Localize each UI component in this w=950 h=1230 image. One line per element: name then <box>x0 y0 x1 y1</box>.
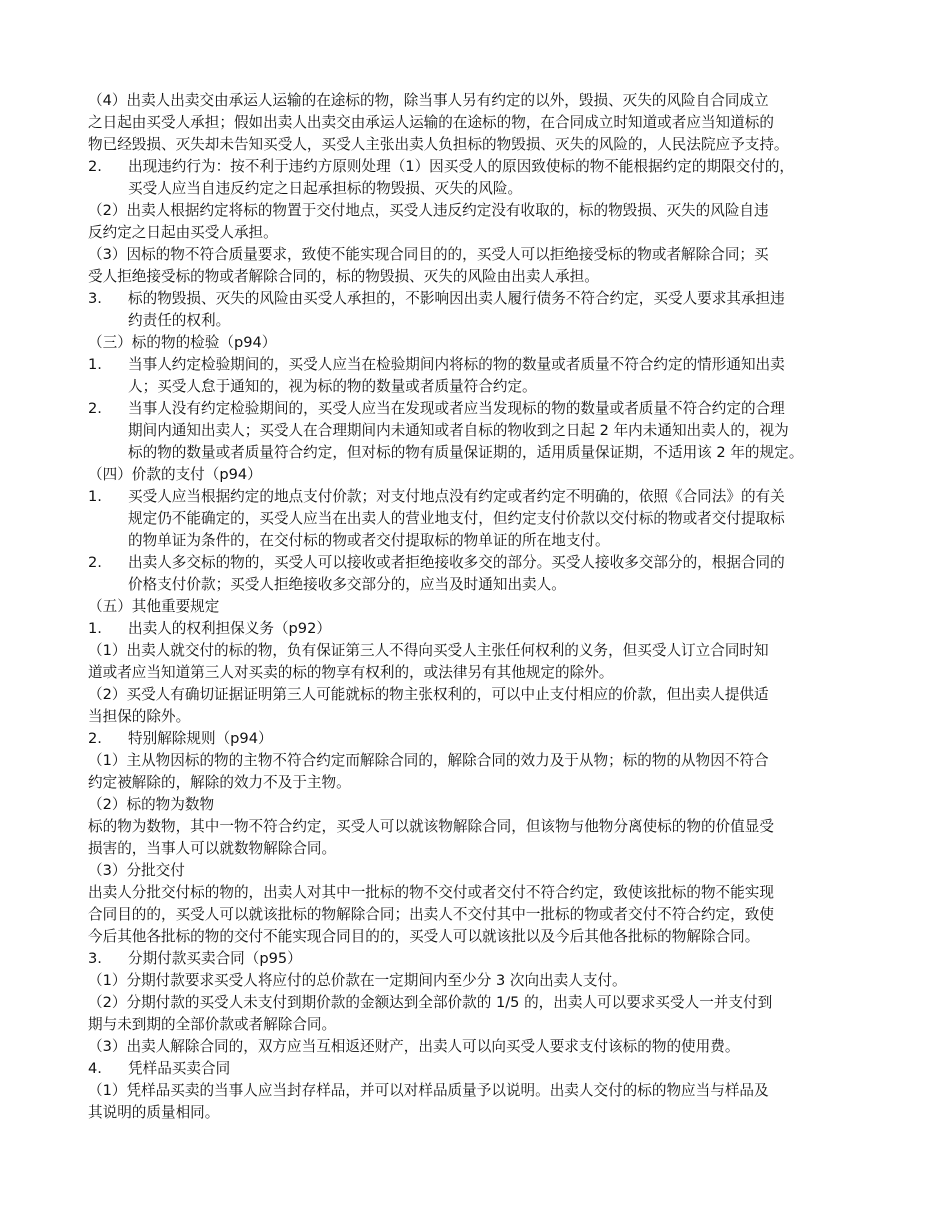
text-line: （1）主从物因标的物的主物不符合约定而解除合同的，解除合同的效力及于从物；标的物的从物因不符合 <box>88 752 769 769</box>
list-item-continuation: 买受人应当自违反约定之日起承担标的物毁损、灭失的风险。 <box>128 180 523 197</box>
text-line: 道或者应当知道第三人对买卖的标的物享有权利的，或法律另有其他规定的除外。 <box>88 664 614 681</box>
list-item-number: 3. <box>88 290 102 307</box>
text-line: （五）其他重要规定 <box>88 598 220 615</box>
list-item-number: 1. <box>88 620 102 637</box>
text-line: （3）出卖人解除合同的，双方应当互相返还财产，出卖人可以向买受人要求支付该标的物的使用费。 <box>88 1038 740 1055</box>
list-item-number: 3. <box>88 950 102 967</box>
list-item-text: 出卖人的权利担保义务（p92） <box>128 620 331 637</box>
list-item-continuation: 价格支付价款；买受人拒绝接收多交部分的，应当及时通知出卖人。 <box>128 576 566 593</box>
text-line: （2）分期付款的买受人未支付到期价款的金额达到全部价款的 1/5 的，出卖人可以要求买受人一并支付到 <box>88 994 773 1011</box>
text-line: 损害的，当事人可以就数物解除合同。 <box>88 840 337 857</box>
list-item-text: 标的物毁损、灭失的风险由买受人承担的，不影响因出卖人履行债务不符合约定，买受人要求其承担违 <box>128 290 785 307</box>
list-item-number: 2. <box>88 554 102 571</box>
text-line: 出卖人分批交付标的物的，出卖人对其中一批标的物不交付或者交付不符合约定，致使该批标的物不能实现 <box>88 884 774 901</box>
text-line: 期与未到期的全部价款或者解除合同。 <box>88 1016 337 1033</box>
text-line: （3）因标的物不符合质量要求，致使不能实现合同目的的，买受人可以拒绝接受标的物或者解除合同；买 <box>88 246 769 263</box>
text-line: 其说明的质量相同。 <box>88 1104 220 1121</box>
text-line: （1）凭样品买卖的当事人应当封存样品，并可以对样品质量予以说明。出卖人交付的标的物应当与样品及 <box>88 1082 769 1099</box>
list-item-text: 当事人约定检验期间的，买受人应当在检验期间内将标的物的数量或者质量不符合约定的情形通知出卖 <box>128 356 785 373</box>
list-item-text: 凭样品买卖合同 <box>128 1060 231 1077</box>
text-line: 反约定之日起由买受人承担。 <box>88 224 278 241</box>
list-item-number: 2. <box>88 400 102 417</box>
list-item-continuation: 人；买受人怠于通知的，视为标的物的数量或者质量符合约定。 <box>128 378 537 395</box>
list-item <box>88 288 865 310</box>
text-line: （四）价款的支付（p94） <box>88 466 262 483</box>
text-line: 当担保的除外。 <box>88 708 191 725</box>
list-item-continuation: 规定仍不能确定的，买受人应当在出卖人的营业地支付，但约定支付价款以交付标的物或者交付提取标 <box>128 510 785 527</box>
list-item-continuation: 标的物的数量或者质量符合约定，但对标的物有质量保证期的，适用质量保证期，不适用该 2 年的规定。 <box>128 444 804 461</box>
list-item <box>88 156 865 178</box>
document-page <box>88 90 865 1124</box>
list-item-text: 特别解除规则（p94） <box>128 730 273 747</box>
text-line: （三）标的物的检验（p94） <box>88 334 277 351</box>
list-item <box>88 618 865 640</box>
list-item-number: 4. <box>88 1060 102 1077</box>
list-item-text: 当事人没有约定检验期间的，买受人应当在发现或者应当发现标的物的数量或者质量不符合约定的合理 <box>128 400 785 417</box>
list-item <box>88 728 865 750</box>
list-item <box>88 398 865 420</box>
list-item <box>88 552 865 574</box>
list-item-number: 1. <box>88 356 102 373</box>
list-item <box>88 354 865 376</box>
text-line: （1）分期付款要求买受人将应付的总价款在一定期间内至少分 3 次向出卖人支付。 <box>88 972 627 989</box>
text-line: （2）出卖人根据约定将标的物置于交付地点，买受人违反约定没有收取的，标的物毁损、灭失的风险自违 <box>88 202 769 219</box>
list-item <box>88 486 865 508</box>
list-item-text: 分期付款买卖合同（p95） <box>128 950 302 967</box>
list-item-continuation: 期间内通知出卖人；买受人在合理期间内未通知或者自标的物收到之日起 2 年内未通知出卖人的，视为 <box>128 422 789 439</box>
list-item-number: 2. <box>88 730 102 747</box>
text-line: （4）出卖人出卖交由承运人运输的在途标的物，除当事人另有约定的以外，毁损、灭失的风险自合同成立 <box>88 92 769 109</box>
text-line: （2）买受人有确切证据证明第三人可能就标的物主张权利的，可以中止支付相应的价款，但出卖人提供适 <box>88 686 769 703</box>
text-line: （2）标的物为数物 <box>88 796 215 813</box>
list-item-number: 1. <box>88 488 102 505</box>
list-item-continuation: 约责任的权利。 <box>128 312 231 329</box>
text-line: 物已经毁损、灭失却未告知买受人，买受人主张出卖人负担标的物毁损、灭失的风险的，人民法院应予支持。 <box>88 136 789 153</box>
list-item-text: 出卖人多交标的物的，买受人可以接收或者拒绝接收多交的部分。买受人接收多交部分的，根据合同的 <box>128 554 785 571</box>
text-line: 受人拒绝接受标的物或者解除合同的，标的物毁损、灭失的风险由出卖人承担。 <box>88 268 599 285</box>
text-line: 今后其他各批标的物的交付不能实现合同目的的，买受人可以就该批以及今后其他各批标的物解除合同。 <box>88 928 760 945</box>
text-line: 合同目的的，买受人可以就该批标的物解除合同；出卖人不交付其中一批标的物或者交付不符合约定，致使 <box>88 906 774 923</box>
text-line: 约定被解除的，解除的效力不及于主物。 <box>88 774 351 791</box>
list-item-text: 买受人应当根据约定的地点支付价款；对支付地点没有约定或者约定不明确的，依照《合同法》的有关 <box>128 488 785 505</box>
list-item-text: 出现违约行为：按不利于违约方原则处理（1）因买受人的原因致使标的物不能根据约定的期限交付的， <box>128 158 795 175</box>
list-item <box>88 948 865 970</box>
text-line: 之日起由买受人承担；假如出卖人出卖交由承运人运输的在途标的物，在合同成立时知道或者应当知道标的 <box>88 114 774 131</box>
list-item <box>88 1058 865 1080</box>
text-line: （3）分批交付 <box>88 862 185 879</box>
text-line: 标的物为数物，其中一物不符合约定，买受人可以就该物解除合同，但该物与他物分离使标的物的价值显受 <box>88 818 774 835</box>
text-line: （1）出卖人就交付的标的物，负有保证第三人不得向买受人主张任何权利的义务，但买受人订立合同时知 <box>88 642 769 659</box>
list-item-number: 2. <box>88 158 102 175</box>
list-item-continuation: 的物单证为条件的，在交付标的物或者交付提取标的物单证的所在地支付。 <box>128 532 610 549</box>
